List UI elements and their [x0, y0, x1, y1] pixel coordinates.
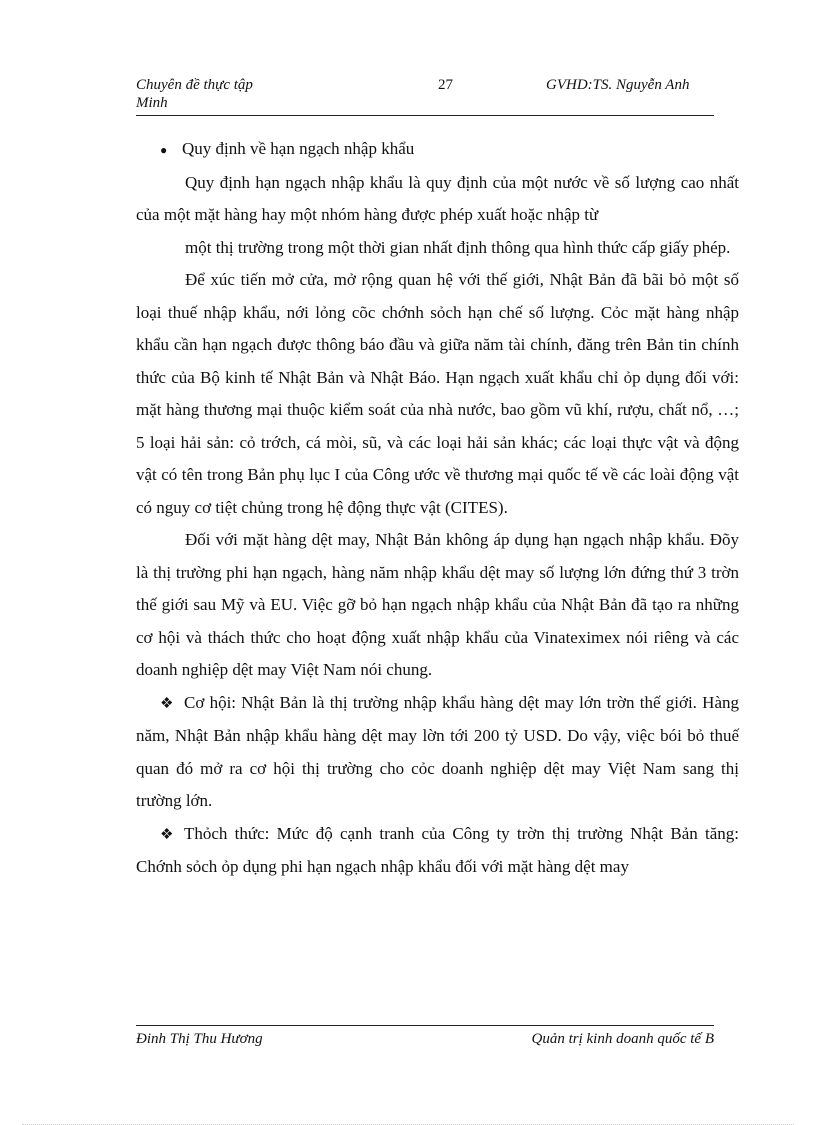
paragraph-quota-definition-cont: một thị trường trong một thời gian nhất định thông qua hình thức cấp giấy phép. [185, 237, 731, 257]
bullet-heading-text: Quy định về hạn ngạch nhập khẩu [182, 139, 415, 158]
paragraph-opportunity-text: Cơ hội: Nhật Bản là thị trường nhập khẩu hàng dệt may lớn trờn thế giới. Hàng năm, Nhật Bản nhập khẩu hàng dệt may lờn tới 200 tỷ USD. Do vậy, việc bói bỏ thuế quan đó mở ra cơ hội thị trường cho cỏc doanh nghiệp dệt may Việt Nam sang thị trường lớn. [136, 692, 739, 810]
paragraph-japan-opening: Để xúc tiến mở cửa, mở rộng quan hệ với thế giới, Nhật Bản đã bãi bỏ một số loại thuế nhập khẩu, nới lỏng cõc chớnh sỏch hạn chế số lượng. Cỏc mặt hàng nhập khẩu cần hạn ngạch được thông báo đầu và giữa năm tài chính, đăng trên Bản tin chính thức của Bộ kinh tế Nhật Bản và Nhật Báo. Hạn ngạch xuất khẩu chỉ ỏp dụng đối với: mặt hàng thương mại thuộc kiểm soát của nhà nước, bao gồm vũ khí, rượu, chất nổ, …; 5 loại hải sản: cỏ trớch, cá mòi, sũ, và các loại hải sản khác; các loại thực vật và động vật có tên trong Bản phụ lục I của Công ước về thương mại quốc tế về các loài động vật có nguy cơ tiệt chủng trong hệ động thực vật (CITES). [136, 270, 739, 517]
diamond-bullet-icon: ❖ [160, 826, 174, 843]
header-right-text: GVHD:TS. Nguyễn Anh [546, 77, 690, 93]
paragraph-challenge [136, 818, 739, 884]
page-body [136, 133, 739, 884]
bullet-heading [136, 133, 739, 167]
page-number: 27 [438, 77, 453, 93]
paragraph-challenge-text: Thỏch thức: Mức độ cạnh tranh của Công ty trờn thị trường Nhật Bản tăng: Chớnh sỏch ỏp dụng phi hạn ngạch nhập khẩu đối với mặt hàng dệt may [136, 823, 739, 876]
footer-author: Đinh Thị Thu Hương [136, 1031, 263, 1047]
footer-course: Quản trị kinh doanh quốc tế B [531, 1031, 714, 1047]
header-left-text: Chuyên đề thực tập Minh [136, 77, 253, 111]
bullet-dot-icon: ● [160, 143, 168, 157]
diamond-bullet-icon: ❖ [160, 695, 174, 712]
page-header [136, 76, 714, 118]
header-divider [136, 115, 714, 116]
paragraph-quota-definition: Quy định hạn ngạch nhập khẩu là quy định của một nước về số lượng cao nhất của một mặt hàng hay một nhóm hàng được phép xuất hoặc nhập từ [136, 172, 739, 224]
paragraph-opportunity [136, 687, 739, 818]
paragraph-textile-quota: Đối với mặt hàng dệt may, Nhật Bản không áp dụng hạn ngạch nhập khẩu. Đõy là thị trường phi hạn ngạch, hàng năm nhập khẩu dệt may số lượng lớn đứng thứ 3 trờn thế giới sau Mỹ và EU. Việc gỡ bỏ hạn ngạch nhập khẩu của Nhật Bản đã tạo ra những cơ hội và thách thức cho hoạt động xuất nhập khẩu của Vinateximex nói riêng và các doanh nghiệp dệt may Việt Nam nói chung. [136, 530, 739, 679]
footer-divider [136, 1025, 714, 1026]
